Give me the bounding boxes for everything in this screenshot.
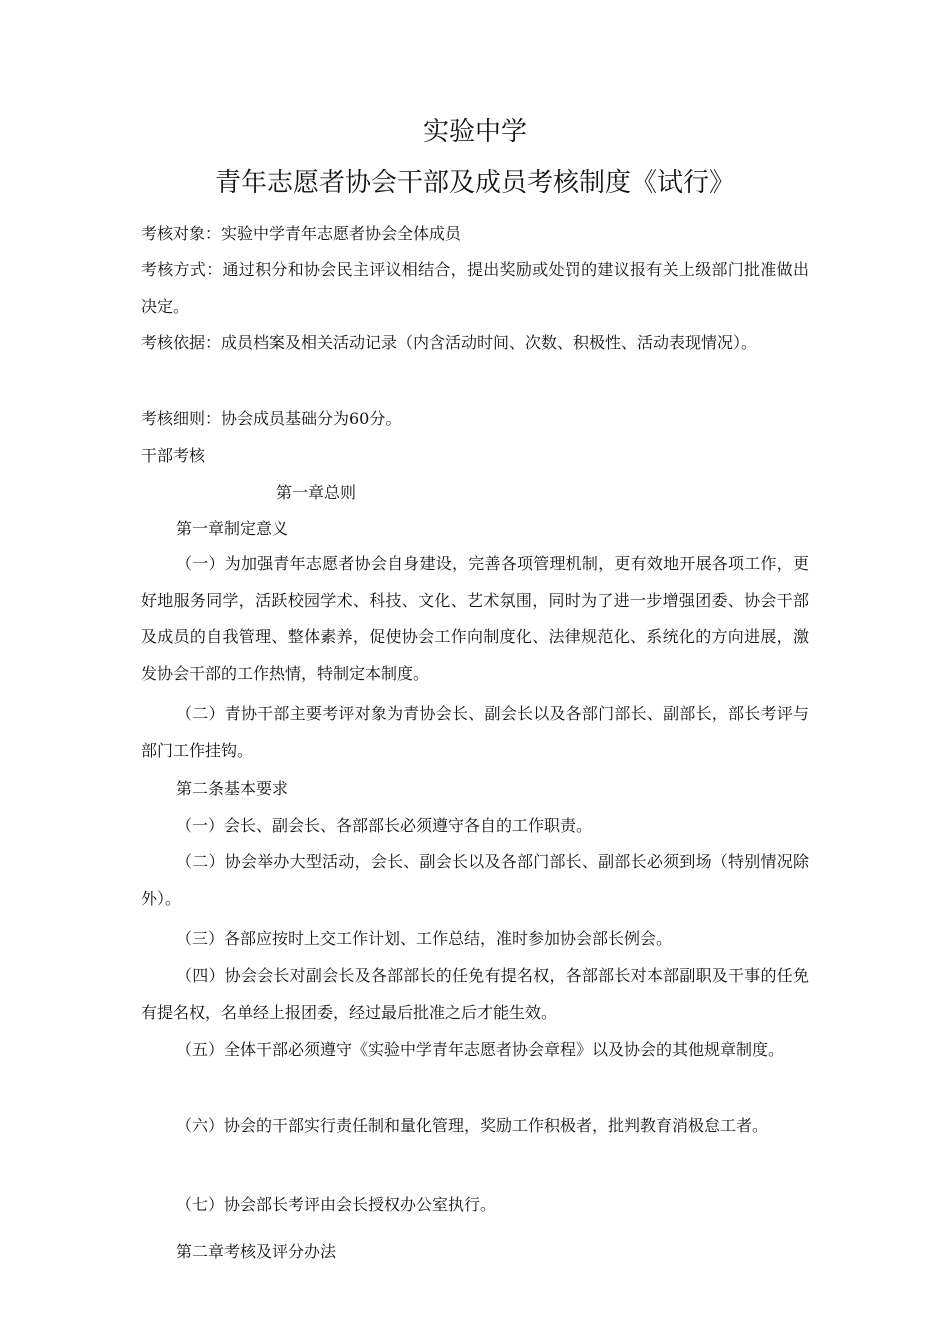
article2-item5: （五）全体干部必须遵守《实验中学青年志愿者协会章程》以及协会的其他规章制度。 [176,1040,785,1059]
document-title-school: 实验中学 [422,117,527,147]
article2-item6: （六）协会的干部实行责任制和量化管理，奖励工作积极者，批判教育消极怠工者。 [176,1116,769,1135]
assessment-basis: 考核依据：成员档案及相关活动记录（内含活动时间、次数、积极性、活动表现情况）。 [141,333,758,352]
article2-item7: （七）协会部长考评由会长授权办公室执行。 [176,1195,497,1214]
article2-title: 第二条基本要求 [176,779,289,798]
assessment-method: 考核方式：通过积分和协会民主评议相结合，提出奖励或处罚的建议报有关上级部门批准做出决定。 [141,260,809,316]
article1-item2: （二）青协干部主要考评对象为青协会长、副会长以及各部门部长、副部长，部长考评与部门工作挂钩。 [141,704,809,760]
article1-title: 第一章制定意义 [176,519,289,538]
article2-item4: （四）协会会长对副会长及各部部长的任免有提名权，各部部长对本部副职及干事的任免有提名权，名单经上报团委，经过最后批准之后才能生效。 [141,966,809,1022]
document-title-main: 青年志愿者协会干部及成员考核制度《试行》 [214,168,735,198]
article2-item1: （一）会长、副会长、各部部长必须遵守各自的工作职责。 [176,816,593,835]
assessment-details: 考核细则：协会成员基础分为60分。 [141,409,402,428]
cadre-assessment-heading: 干部考核 [141,446,206,465]
article2-item3: （三）各部应按时上交工作计划、工作总结，准时参加协会部长例会。 [176,929,673,948]
chapter1-title: 第一章总则 [276,483,357,502]
assessment-target: 考核对象：实验中学青年志愿者协会全体成员 [141,224,462,243]
article2-item2: （二）协会举办大型活动，会长、副会长以及各部门部长、副部长必须到场（特别情况除外）。 [141,852,809,908]
article1-item1: （一）为加强青年志愿者协会自身建设，完善各项管理机制，更有效地开展各项工作，更好地服务同学，活跃校园学术、科技、文化、艺术氛围，同时为了进一步增强团委、协会干部及成员的自我管理、整体素养，促使协会工作向制度化、法律规范化、系统化的方向进展，激发协会干部的工作热情，特制定本制度。 [141,554,809,683]
chapter2-title: 第二章考核及评分办法 [176,1242,337,1261]
